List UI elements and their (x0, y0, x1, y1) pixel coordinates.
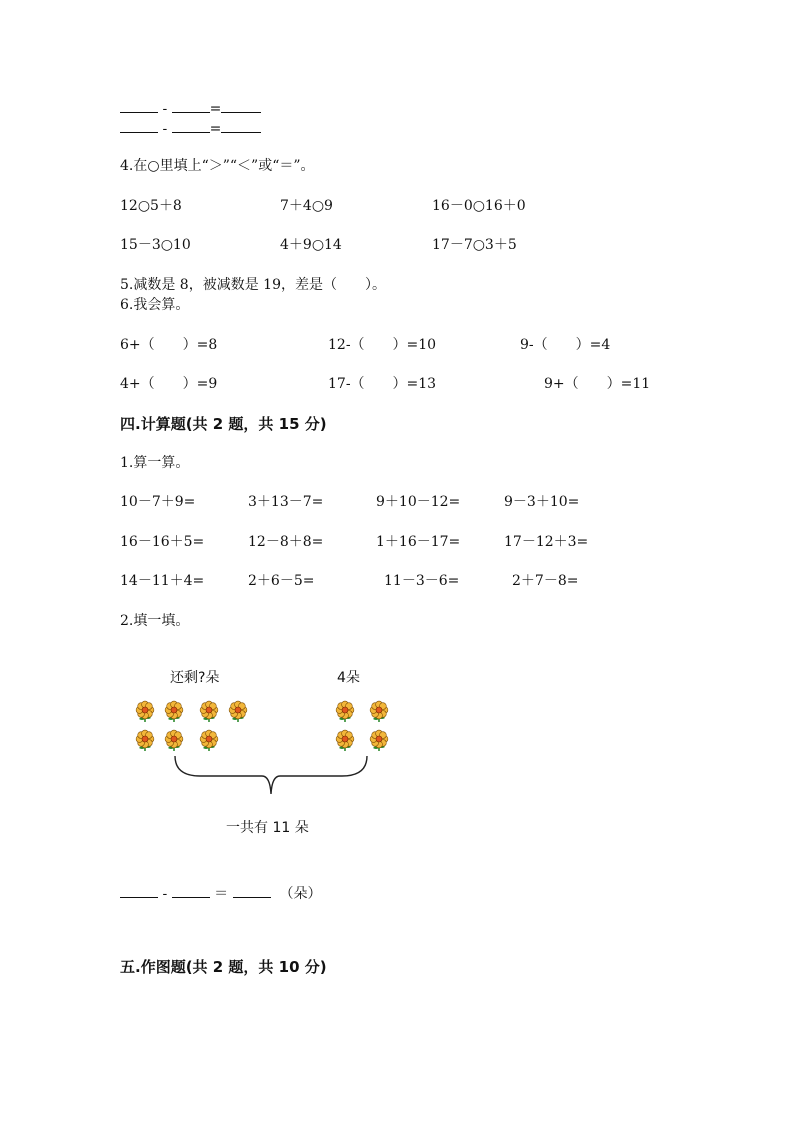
calc-item: 3＋13－7= (248, 494, 324, 510)
flower-icon (368, 729, 390, 751)
fill-item: 6+（ ）=8 (120, 337, 218, 353)
calc-item: 2＋7－8= (512, 573, 579, 589)
equals-sign: = (209, 101, 222, 117)
calc-item: 17－12＋3= (504, 534, 589, 550)
question-5-title: 5.减数是 8，被减数是 19，差是（ ）。 (120, 277, 386, 293)
fill-item: 12-（ ）=10 (328, 337, 437, 353)
flower-icon (198, 700, 220, 722)
answer-blank[interactable] (221, 98, 261, 113)
given-label: 4朵 (337, 670, 360, 686)
remaining-label: 还剩?朵 (170, 670, 220, 686)
calc-item: 14－11＋4= (120, 573, 205, 589)
calc-item: 10－7＋9= (120, 494, 196, 510)
calc-item: 9＋10－12= (376, 494, 461, 510)
flower-icon (134, 700, 156, 722)
equals-sign: ＝ (214, 886, 229, 902)
calc-item: 2＋6－5= (248, 573, 315, 589)
flower-icon (334, 729, 356, 751)
flower-icon (134, 729, 156, 751)
total-label: 一共有 11 朵 (226, 820, 309, 836)
section-5-title: 五.作图题(共 2 题，共 10 分) (120, 958, 327, 976)
answer-blank[interactable] (172, 118, 210, 133)
unit-label: （朵） (279, 886, 322, 902)
answer-blank[interactable] (172, 883, 210, 898)
minus-sign: - (162, 886, 168, 902)
equals-sign: = (209, 121, 222, 137)
fill-item: 4+（ ）=9 (120, 376, 218, 392)
answer-blank[interactable] (221, 118, 261, 133)
section-4-title: 四.计算题(共 2 题，共 15 分) (120, 415, 327, 433)
flower-icon (334, 700, 356, 722)
compare-item: 4＋9○14 (280, 237, 342, 253)
compare-item: 15－3○10 (120, 237, 191, 253)
brace-icon (170, 752, 374, 798)
answer-blank[interactable] (120, 883, 158, 898)
flower-icon (163, 700, 185, 722)
flower-icon (227, 700, 249, 722)
flower-icon (163, 729, 185, 751)
answer-blank[interactable] (120, 98, 158, 113)
calc-item: 9－3＋10= (504, 494, 580, 510)
minus-sign: - (162, 121, 168, 137)
question-6-title: 6.我会算。 (120, 297, 190, 313)
blank-equation-1 (120, 98, 261, 118)
minus-sign: - (162, 101, 168, 117)
answer-blank[interactable] (120, 118, 158, 133)
flower-answer-equation (120, 883, 321, 903)
calc-item: 12－8＋8= (248, 534, 324, 550)
calc-title: 1.算一算。 (120, 455, 190, 471)
answer-blank[interactable] (172, 98, 210, 113)
answer-blank[interactable] (233, 883, 271, 898)
compare-item: 7＋4○9 (280, 198, 333, 214)
calc-item: 11－3－6= (384, 573, 460, 589)
flower-icon (368, 700, 390, 722)
compare-item: 17－7○3＋5 (432, 237, 517, 253)
question-4-title: 4.在○里填上“＞”“＜”或“＝”。 (120, 158, 315, 174)
flower-icon (198, 729, 220, 751)
fill-item: 9-（ ）=4 (520, 337, 611, 353)
fill-title: 2.填一填。 (120, 613, 190, 629)
calc-item: 1＋16－17= (376, 534, 461, 550)
compare-item: 16－0○16＋0 (432, 198, 526, 214)
calc-item: 16－16＋5= (120, 534, 205, 550)
fill-item: 9+（ ）=11 (544, 376, 651, 392)
blank-equation-2 (120, 118, 261, 138)
compare-item: 12○5＋8 (120, 198, 182, 214)
fill-item: 17-（ ）=13 (328, 376, 437, 392)
